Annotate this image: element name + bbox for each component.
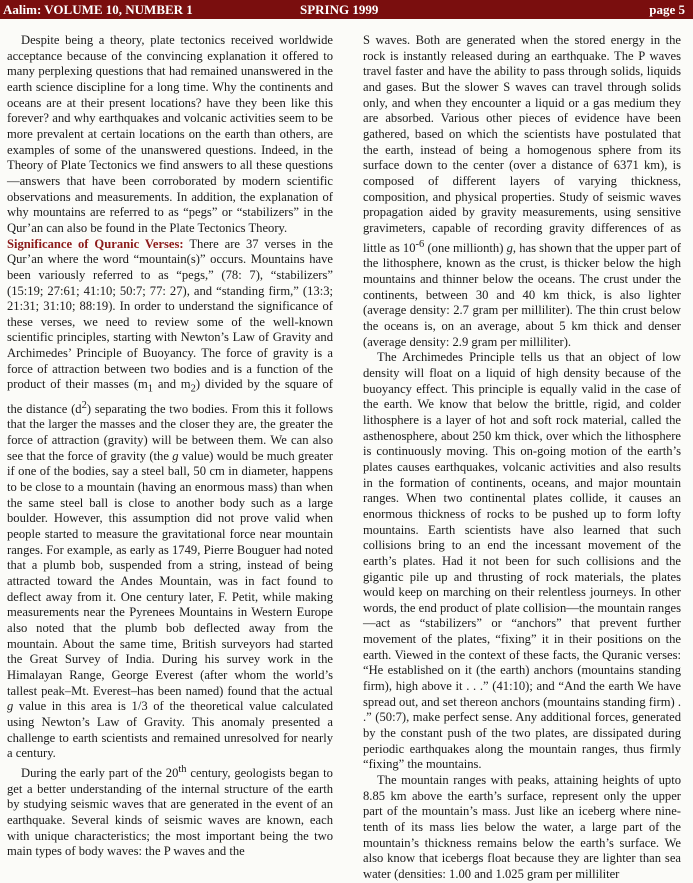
text-run: (one millionth) (424, 240, 507, 255)
italic-g: g (506, 240, 513, 255)
subscript: 1 (147, 383, 154, 395)
page-header (0, 0, 693, 19)
paragraph-intro: Despite being a theory, plate tectonics received worldwide acceptance because of the convincing explanation it offered to many perplexing questions that had remained unanswered in the earth science discipline for a long time. Why the continents and oceans are at their present locations? have they been like this forever? and why earthquakes and volcanic activities seem to be more prevalent at certain locations on the earth than others, are examples of some of the unanswered questions. Indeed, in the Theory of Plate Tectonics we find answers to all these questions—answers that have been corroborated by modern scientific observations and measurements. In addition, the explanation of why mountains are referred to as “pegs” or “stabilizers” in the Qur’an can also be found in the Plate Tectonics Theory. (7, 33, 333, 235)
text-run: value) would be much greater if one of the bodies, say a steel ball, 50 cm in diameter, happens to be close to a mountain (having an enormous mass) than when the same steel ball is close to another body such as a large boulder. However, this assumption did not prove valid when people started to measure the gravitational force near mountain ranges. For example, as early as 1749, Pierre Bouguer had noted that a plumb bob, suspended from a string, instead of being attracted toward the Andes Mountain, was in fact found to deflect away from it. One century later, F. Petit, while making measurements near the Pyrenees Mountains in Western Europe also noted that the plumb bob deflected away from the mountain. About the same time, British surveyors had started the Great Survey of India. During his survey work in the Himalayan Range, George Everest (after whom the world’s tallest peak–Mt. Everest–has been named) found that the actual (7, 448, 334, 698)
paragraph-archimedes: The Archimedes Principle tells us that an object of low density will float on a liquid of high density because of the buoyancy effect. This principle is equally valid in the case of the earth. We know that below the brittle, rigid, and colder lithosphere is a layer of hot and soft rock material, called the asthenosphere, about 250 km thick, over which the lithosphere is continuously moving. This on-going motion of the earth’s plates causes earthquakes, volcanic activities and also results in the formation of continents, oceans, and major mountain ranges. When two continental plates collide, it causes an enormous thickness of rocks to be pushed up to form lofty mountains. Earth scientists have also learned that such collisions bring to an end the incessant movement of the earth’s plates. Had it not been for such collisions and the gigantic pile up and thrusting of rock materials, the plates would keep on marching on their relentless journeys. In other words, the end product of plate collision—the mountain ranges—act as “stabilizers” or “anchors” that prevent further movement of the plates, “fixing” it in their positions on the earth. Viewed in the context of these facts, the Quranic verses: “He established on it (the earth) anchors (mountains standing firm), high above it . . .” (41:10); and “And the earth We have spread out, and set thereon anchors (mountains standing firm) . .” (50:7), make perfect sense. Any additional forces, generated by the constant push of the two plates, are dissipated during periodic earthquakes along the mountain ranges, thus firmly “fixing” the mountains. (363, 350, 681, 772)
superscript: 2 (81, 399, 87, 411)
italic-g: g (172, 448, 179, 463)
paragraph-seismic (7, 762, 333, 860)
page-number: page 5 (649, 2, 685, 17)
paragraph-waves (363, 33, 681, 350)
paragraph-quranic-verses (7, 237, 333, 762)
italic-g: g (7, 699, 14, 714)
superscript: th (178, 763, 187, 775)
subscript: 2 (190, 383, 196, 395)
text-run: and m (153, 377, 191, 392)
text-run: ) divided by the square of the distance (d (7, 377, 333, 416)
right-column (363, 33, 681, 883)
issue-season: SPRING 1999 (300, 2, 379, 17)
text-run: , has shown that the upper part of the lithosphere, known as the crust, is thicker below the high mountains and thinner below the oceans. The crust under the continents, between 30 and 40 km thick, is also lighter (average density: 2.7 gram per milliliter). The thin crust below the oceans is, on an average, about 5 km thick and denser (average density: 2.9 gram per milliliter). (363, 240, 681, 349)
text-run: century, geologists began to get a better understanding of the internal structure of the earth by studying seismic waves that are generated in the event of an earthquake. Several kinds of seismic waves are known, each with unique characteristics; the most important being the two main types of body waves: the P waves and the (7, 766, 333, 859)
paragraph-mountain-ranges: The mountain ranges with peaks, attaining heights of upto 8.85 km above the earth’s surface, represent only the upper part of the mountain’s mass. Just like an iceberg where nine-tenth of its mass lies below the water, a large part of the mountain’s thickness remains below the earth’s surface. We also know that icebergs float because they are lighter than sea water (densities: 1.00 and 1.025 gram per milliliter (363, 773, 681, 881)
superscript: -6 (415, 238, 425, 250)
text-run: During the early part of the 20 (21, 766, 179, 781)
text-run: ) separating the two bodies. From this it follows that the larger the masses and the closer they are, the greater the force of attraction (gravity) will be between them. We can also see that the force of gravity (the (7, 401, 333, 463)
section-heading: Significance of Quranic Verses: (7, 236, 184, 251)
journal-volume: Aalim: VOLUME 10, NUMBER 1 (3, 2, 193, 17)
text-run: There are 37 verses in the Qur’an where the word “mountain(s)” occurs. Mountains have been variously referred to as “pegs,” (78: 7), “stabilizers” (15:19; 27:61; 41:10; 50:7; 77: 27), and “standing firm,” (13:3; 21:31; 31:10; 88:19). In order to understand the significance of these verses, we need to review some of the well-known scientific principles, starting with Newton’s Law of Gravity and Archimedes’ Principle of Buoyancy. The force of gravity is a force of attraction between two bodies and is a function of the product of their masses (m (7, 236, 333, 392)
text-run: value in this area is 1/3 of the theoretical value calculated using Newton’s Law of Gravity. This anomaly presented a challenge to earth scientists and remained unresolved for nearly a century. (7, 699, 333, 761)
text-run: S waves. Both are generated when the stored energy in the rock is instantly released during an earthquake. The P waves travel faster and have the ability to pass through solids, liquids and gases. But the slower S waves can travel through solids only, and when they encounter a liquid or a gas medium they are absorbed. Various other pieces of evidence have been gathered, based on which the scientists have postulated that the earth, instead of being a homogenous sphere from its surface down to the center (over a distance of 6371 km), is composed of different layers of varying thickness, composition, and physical properties. Study of seismic waves propagation aided by gravity measurements, using sensitive gravimeters, capable of recording gravity differences of as little as 10 (363, 33, 681, 255)
left-column (7, 33, 333, 860)
